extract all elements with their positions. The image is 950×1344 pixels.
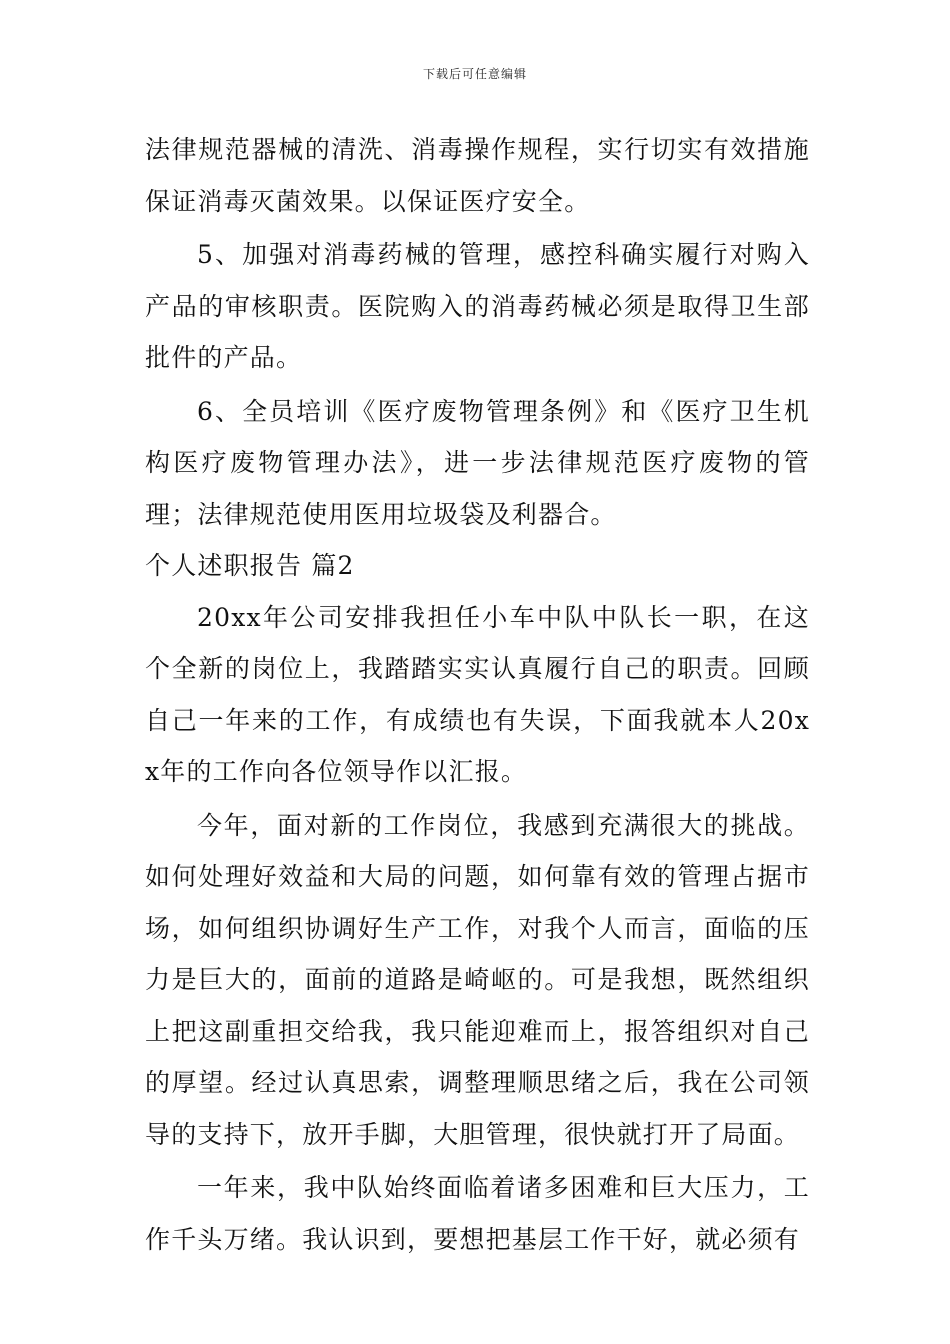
document-body (145, 124, 810, 1265)
paragraph-year-review: 一年来，我中队始终面临着诸多困难和巨大压力，工作千头万绪。我认识到，要想把基层工作干好，就必须有 (145, 1173, 810, 1254)
paragraph-challenge: 今年，面对新的工作岗位，我感到充满很大的挑战。如何处理好效益和大局的问题，如何靠有效的管理占据市场，如何组织协调好生产工作，对我个人而言，面临的压力是巨大的，面前的道路是崎岖的。可是我想，既然组织上把这副重担交给我，我只能迎难而上，报答组织对自己的厚望。经过认真思索，调整理顺思绪之后，我在公司领导的支持下，放开手脚，大胆管理，很快就打开了局面。 (145, 810, 810, 1149)
paragraph-item-5: 5、加强对消毒药械的管理，感控科确实履行对购入产品的审核职责。医院购入的消毒药械必须是取得卫生部批件的产品。 (145, 240, 810, 372)
section-heading: 个人述职报告 篇2 (145, 551, 355, 580)
page-header-note: 下载后可任意编辑 (422, 67, 527, 81)
paragraph-continued: 法律规范器械的清洗、消毒操作规程，实行切实有效措施保证消毒灭菌效果。以保证医疗安全。 (145, 135, 810, 216)
paragraph-intro: 20xx年公司安排我担任小车中队中队长一职，在这个全新的岗位上，我踏踏实实认真履行自己的职责。回顾自己一年来的工作，有成绩也有失误，下面我就本人20xx年的工作向各位领导作以汇报。 (145, 602, 810, 786)
paragraph-item-6: 6、全员培训《医疗废物管理条例》和《医疗卫生机构医疗废物管理办法》，进一步法律规范医疗废物的管理；法律规范使用医用垃圾袋及利器合。 (145, 396, 810, 529)
